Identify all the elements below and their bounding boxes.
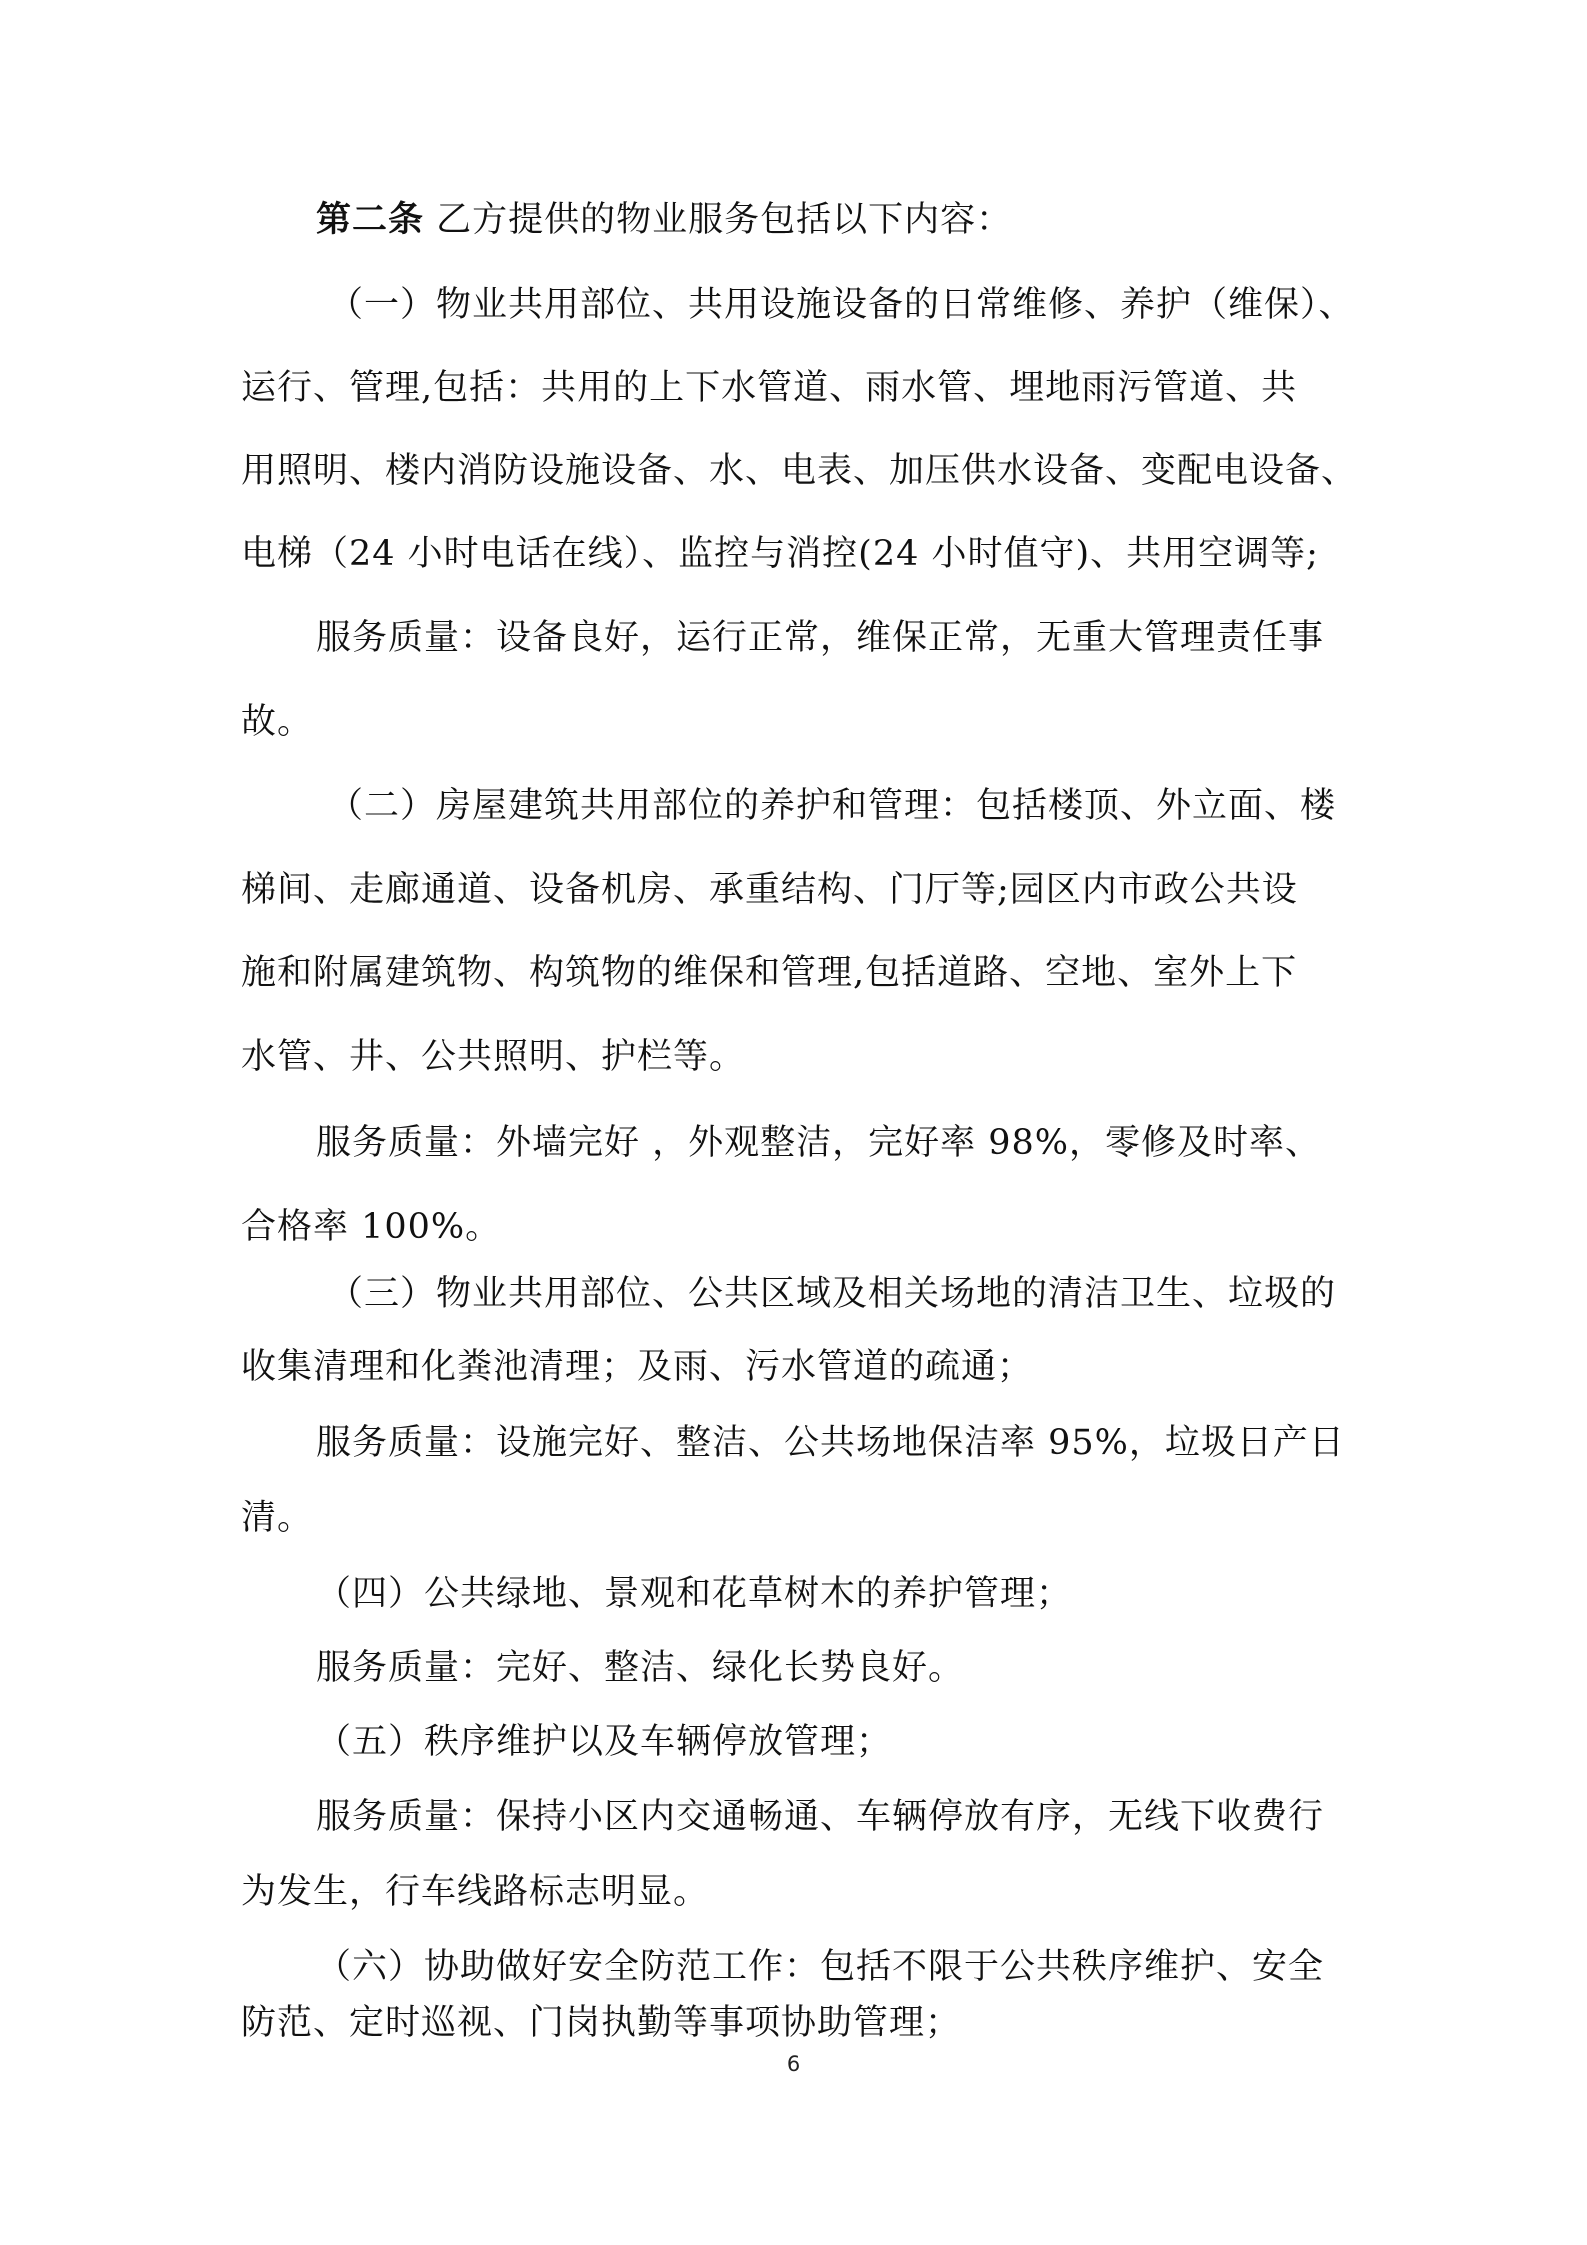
text-line: 用照明、楼内消防设施设备、水、电表、加压供水设备、变配电设备、 — [241, 451, 1358, 491]
text-line: （二）房屋建筑共用部位的养护和管理：包括楼顶、外立面、楼 — [328, 786, 1337, 826]
text-line: 运行、管理,包括：共用的上下水管道、雨水管、埋地雨污管道、共 — [241, 368, 1298, 408]
text-line: （三）物业共用部位、公共区域及相关场地的清洁卫生、垃圾的 — [328, 1274, 1337, 1314]
page-number: 6 — [786, 2052, 801, 2076]
text-line: 水管、井、公共照明、护栏等。 — [241, 1037, 746, 1077]
text-line: 为发生，行车线路标志明显。 — [241, 1872, 710, 1912]
text-line: 服务质量：设施完好、整洁、公共场地保洁率 95%，垃圾日产日 — [316, 1423, 1345, 1463]
text-line: 防范、定时巡视、门岗执勤等事项协助管理； — [241, 2003, 962, 2043]
text-line: （五）秩序维护以及车辆停放管理； — [316, 1722, 893, 1762]
article-number: 第二条 — [316, 199, 425, 240]
text-line: 故。 — [241, 702, 314, 742]
text-line: 电梯（24 小时电话在线）、监控与消控(24 小时值守)、共用空调等; — [241, 534, 1319, 574]
text-line: （六）协助做好安全防范工作：包括不限于公共秩序维护、安全 — [316, 1947, 1325, 1987]
text-line: 服务质量：外墙完好 ，外观整洁，完好率 98%，零修及时率、 — [316, 1123, 1322, 1163]
text-line: 梯间、走廊通道、设备机房、承重结构、门厅等;园区内市政公共设 — [241, 870, 1298, 910]
text-line: 清。 — [241, 1498, 314, 1538]
text-line: 服务质量：保持小区内交通畅通、车辆停放有序，无线下收费行 — [316, 1797, 1325, 1837]
text-line: 服务质量：设备良好，运行正常，维保正常，无重大管理责任事 — [316, 618, 1325, 658]
text-line: 服务质量：完好、整洁、绿化长势良好。 — [316, 1648, 965, 1688]
text-line: 合格率 100%。 — [241, 1207, 502, 1247]
text-line: （一）物业共用部位、共用设施设备的日常维修、养护（维保）、 — [328, 285, 1355, 325]
text-line: 施和附属建筑物、构筑物的维保和管理,包括道路、空地、室外上下 — [241, 953, 1298, 993]
article-intro: 乙方提供的物业服务包括以下内容： — [424, 200, 1013, 240]
text-line: （四）公共绿地、景观和花草树木的养护管理； — [316, 1574, 1073, 1614]
article-heading-line — [316, 198, 1012, 242]
text-line: 收集清理和化粪池清理；及雨、污水管道的疏通； — [241, 1347, 1034, 1387]
